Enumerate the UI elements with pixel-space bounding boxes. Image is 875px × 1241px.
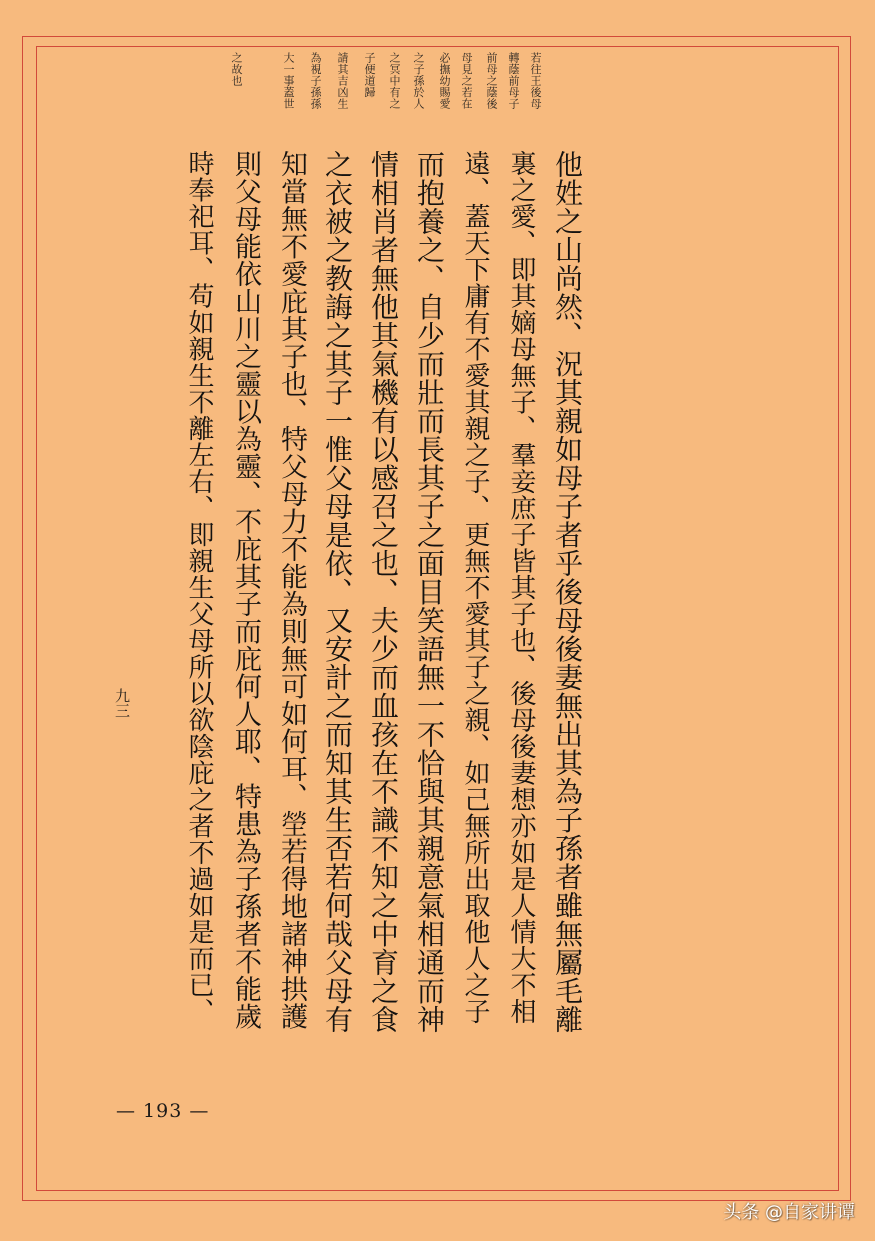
text-column-5: 情相肖者無他其氣機有以感召之也、夫少而血孩在不識不知之中育之食 (367, 150, 400, 1034)
watermark: 头条 @自家讲谭 (723, 1202, 855, 1223)
annotation-column: 子便道歸 (363, 52, 376, 98)
text-column-1: 他姓之山尚然、況其親如母子者乎後母後妻無出其為子孫者雖無屬毛離 (551, 150, 584, 1034)
annotation-column: 母見之若在 (460, 52, 473, 110)
annotation-column: 之子孫於人 (412, 52, 425, 110)
annotation-column: 之冥中有之 (388, 52, 401, 110)
text-column-2: 裏之愛、即其嫡母無子、羣妾庶子皆其子也、後母後妻想亦如是人情大不相 (506, 150, 536, 1025)
annotation-column: 必撫幼賜愛 (438, 52, 451, 110)
folio-number: 九三 (113, 688, 131, 718)
text-column-6: 之衣被之教誨之其子一惟父母是依、又安計之而知其生否若何哉父母有 (321, 150, 354, 1034)
annotation-column: 請其吉凶生 (336, 52, 349, 110)
annotation-column: 為視子孫孫 (309, 52, 322, 110)
text-column-8: 則父母能依山川之靈以為靈、不庇其子而庇何人耶、特患為子孫者不能歲 (230, 150, 261, 1030)
annotation-column: 轉蔭前母子 (507, 52, 520, 110)
page-number: — 193 — (116, 1100, 210, 1122)
text-column-7: 知當無不愛庇其子也、特父母力不能為則無可如何耳、塋若得地諸神拱護 (276, 150, 307, 1030)
text-column-4: 而抱養之、自少而壯而長其子之面目笑語無一不恰與其親意氣相通而神 (413, 150, 446, 1034)
annotation-column: 若往王後母 (529, 52, 542, 110)
annotation-column: 之故也 (230, 52, 243, 87)
text-column-3: 遠、蓋天下庸有不愛其親之子、更無不愛其子之親、如己無所出取他人之子 (460, 150, 490, 1025)
annotation-column: 大一事蓋世 (282, 52, 295, 110)
text-column-9: 時奉祀耳、苟如親生不離左右、即親生父母所以欲陰庇之者不過如是而已、 (184, 150, 214, 1025)
annotation-column: 前母之蔭後 (485, 52, 498, 110)
